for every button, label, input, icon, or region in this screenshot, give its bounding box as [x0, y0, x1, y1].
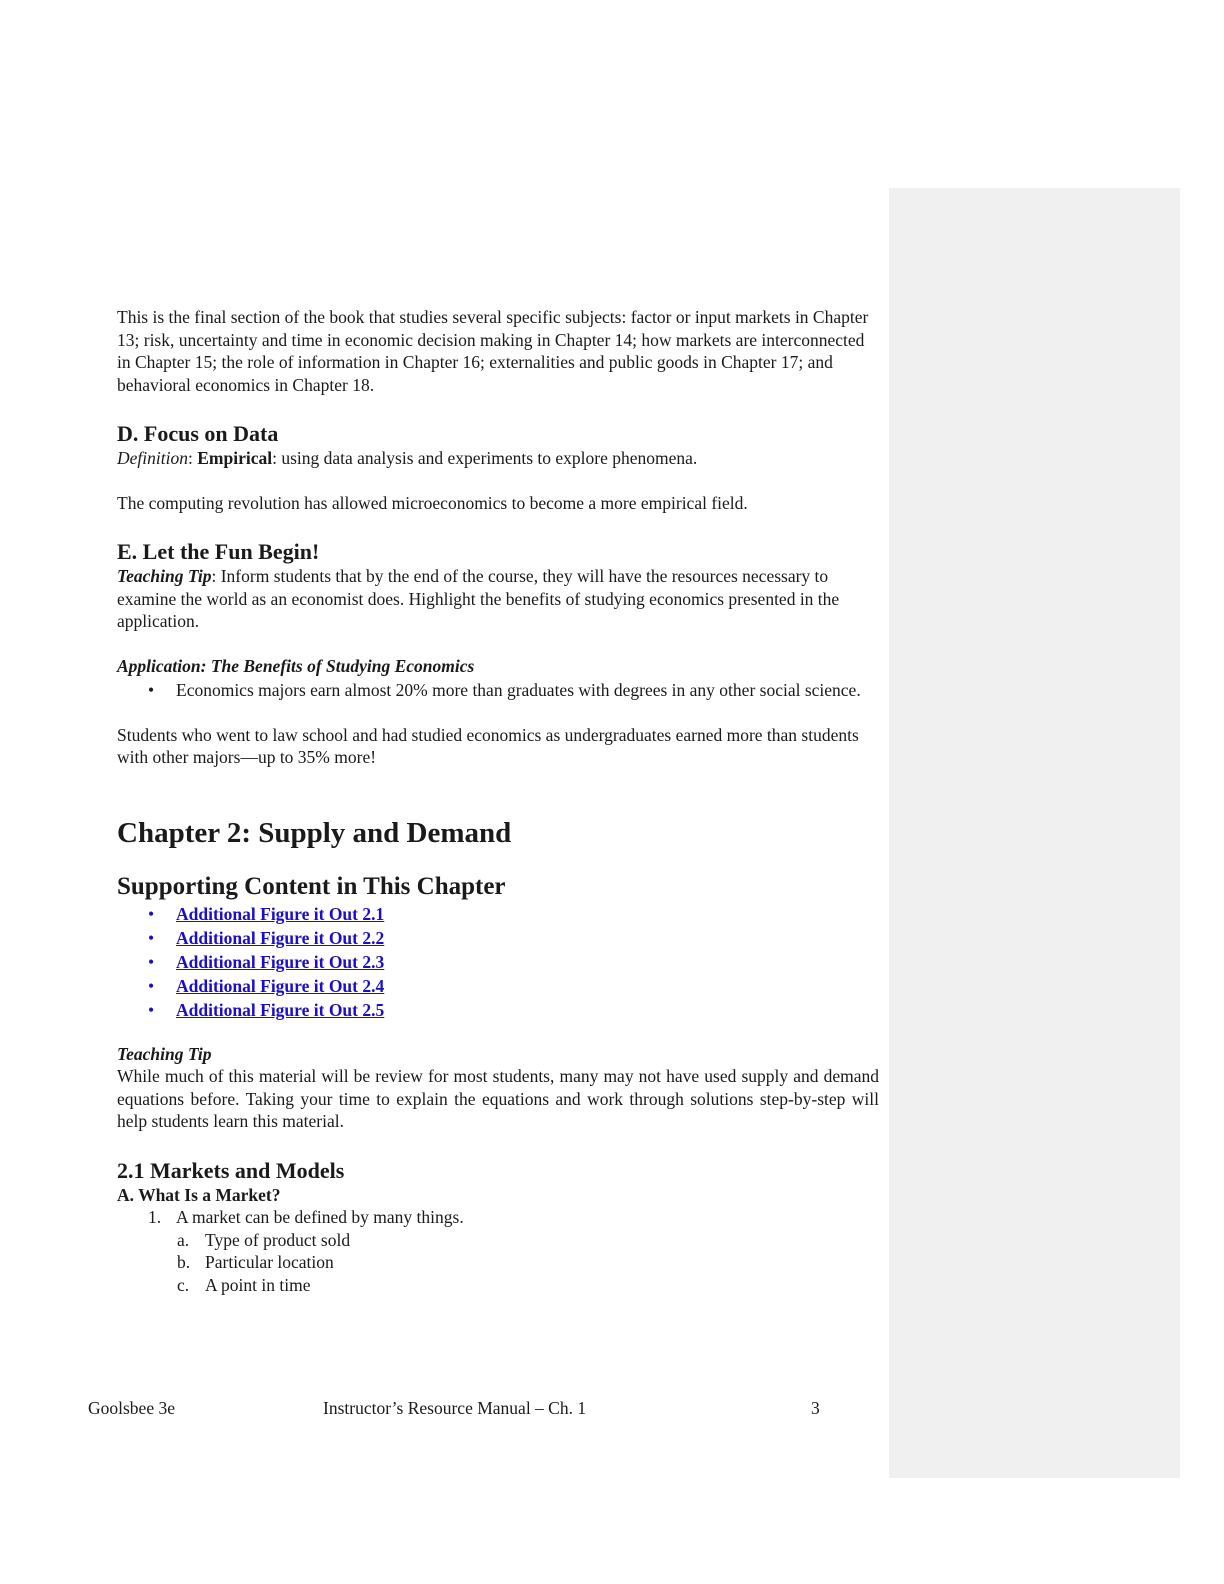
figure-link-2-2[interactable]: Additional Figure it Out 2.2: [176, 927, 385, 948]
sub-item: b. Particular location: [177, 1252, 334, 1272]
bullet-icon: •: [148, 927, 155, 948]
page-content: [117, 306, 879, 1296]
definition-label: Definition: [117, 448, 188, 468]
figure-link-2-5[interactable]: Additional Figure it Out 2.5: [176, 999, 385, 1020]
section-21-heading: 2.1 Markets and Models: [117, 1157, 345, 1183]
sub-item: a. Type of product sold: [177, 1229, 351, 1250]
chapter-title: Chapter 2: Supply and Demand: [117, 816, 512, 849]
bullet-icon: •: [148, 999, 155, 1020]
supporting-links-list: [117, 902, 879, 1022]
list-item: [117, 926, 879, 950]
definition-text: : using data analysis and experiments to explore phenomena.: [272, 448, 698, 468]
footer-book: Goolsbee 3e: [88, 1398, 175, 1418]
list-item: • Economics majors earn almost 20% more than graduates with degrees in any other social science.: [148, 680, 861, 700]
closing-paragraph: Students who went to law school and had studied economics as undergraduates earned more than students with other majors—up to 35% more!: [117, 724, 859, 767]
figure-link-2-4[interactable]: Additional Figure it Out 2.4: [176, 975, 385, 996]
bullet-icon: •: [148, 975, 155, 996]
definition-line: Definition: Empirical: using data analysis and experiments to explore phenomena.: [117, 448, 698, 468]
teaching-tip-body: While much of this material will be review for most students, many may not have used supply and demand equations before. Taking your time to explain the equations and work through solutions step-by-step will help students learn this material.: [117, 1066, 879, 1131]
section-d-heading: D. Focus on Data: [117, 421, 279, 446]
figure-link-2-3[interactable]: Additional Figure it Out 2.3: [176, 951, 385, 972]
section-21-subheading: A. What Is a Market?: [117, 1184, 281, 1205]
bullet-icon: •: [148, 680, 155, 700]
page-number: 3: [811, 1398, 820, 1418]
footer-manual: Instructor’s Resource Manual – Ch. 1: [323, 1398, 587, 1418]
sub-item: c. A point in time: [177, 1274, 311, 1295]
intro-paragraph: This is the final section of the book that studies several specific subjects: factor or input markets in Chapter 13; risk, uncertainty and time in economic decision making in Chapter 14; how markets are interconnected in Chapter 15; the role of information in Chapter 16; externalities and public goods in Chapter 17; and behavioral economics in Chapter 18.: [117, 307, 869, 395]
teaching-tip-paragraph: [117, 565, 879, 633]
figure-link-2-1[interactable]: Additional Figure it Out 2.1: [176, 903, 385, 924]
list-item: [117, 998, 879, 1022]
teaching-tip-text: : Inform students that by the end of the course, they will have the resources necessary to examine the world as an economist does. Highlight the benefits of studying economics presented in the application.: [117, 566, 840, 631]
application-heading: Application: The Benefits of Studying Economics: [117, 655, 475, 676]
list-item: [117, 974, 879, 998]
teaching-tip-label: Teaching Tip: [117, 566, 212, 586]
comment-margin-pane: [889, 188, 1180, 1478]
application-bullets: [117, 679, 879, 702]
bullet-icon: •: [148, 903, 155, 924]
teaching-tip-heading: Teaching Tip: [117, 1043, 212, 1064]
item-number: 1.: [148, 1207, 162, 1227]
numbered-item: 1. A market can be defined by many things.: [148, 1207, 464, 1227]
section-e-heading: E. Let the Fun Begin!: [117, 539, 320, 564]
bullet-icon: •: [148, 951, 155, 972]
computing-paragraph: The computing revolution has allowed microeconomics to become a more empirical field.: [117, 492, 748, 513]
supporting-content-heading: Supporting Content in This Chapter: [117, 872, 506, 900]
definition-term: Empirical: [197, 448, 273, 468]
list-item: [117, 950, 879, 974]
list-item: [117, 902, 879, 926]
